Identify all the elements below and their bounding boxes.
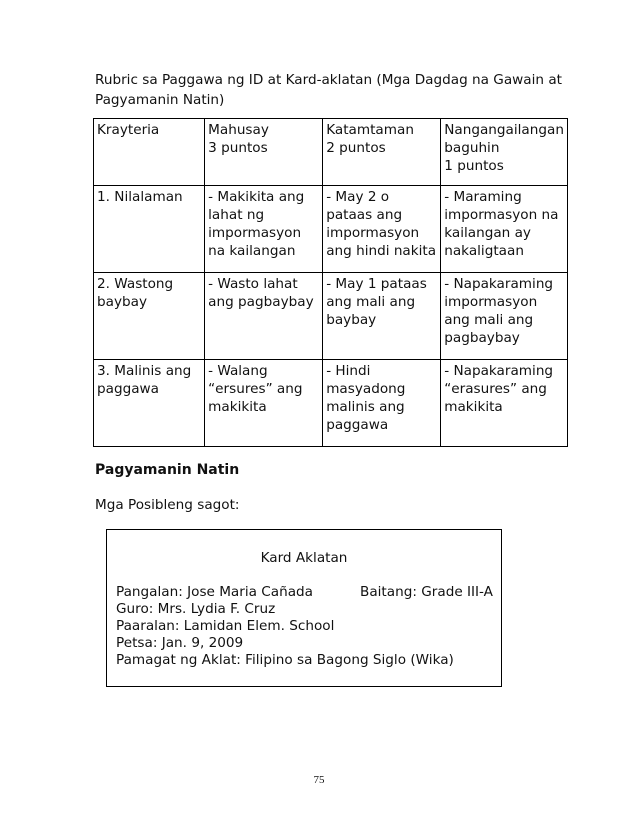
table-cell: - May 1 pataas ang mali ang baybay xyxy=(323,273,441,360)
table-row xyxy=(94,360,568,447)
page-number: 75 xyxy=(313,774,325,786)
table-cell: - Makikita ang lahat ng impormasyon na kailangan xyxy=(205,186,323,273)
table-cell: - Hindi masyadong malinis ang paggawa xyxy=(323,360,441,447)
card-date: Petsa: Jan. 9, 2009 xyxy=(116,635,244,651)
card-teacher: Guro: Mrs. Lydia F. Cruz xyxy=(116,601,276,617)
table-cell: 2. Wastong baybay xyxy=(94,273,205,360)
table-cell: - Walang “ersures” ang makikita xyxy=(205,360,323,447)
table-row xyxy=(94,273,568,360)
table-cell: - Napakaraming “erasures” ang makikita xyxy=(441,360,568,447)
table-cell: - May 2 o pataas ang impormasyon ang hindi nakita xyxy=(323,186,441,273)
card-book-title: Pamagat ng Aklat: Filipino sa Bagong Siglo (Wika) xyxy=(116,652,454,668)
rubric-header-row xyxy=(94,119,568,186)
table-cell: 3. Malinis ang paggawa xyxy=(94,360,205,447)
table-cell: 1. Nilalaman xyxy=(94,186,205,273)
table-row xyxy=(94,186,568,273)
table-cell: - Wasto lahat ang pagbaybay xyxy=(205,273,323,360)
card-school: Paaralan: Lamidan Elem. School xyxy=(116,618,335,634)
rubric-table xyxy=(93,118,568,447)
header-mahusay: Mahusay 3 puntos xyxy=(205,119,323,186)
section-subtitle: Mga Posibleng sagot: xyxy=(95,497,240,513)
card-name: Pangalan: Jose Maria Cañada xyxy=(116,584,314,600)
table-cell: - Maraming impormasyon na kailangan ay nakaligtaan xyxy=(441,186,568,273)
header-nangangailangan: Nangangailangan baguhin 1 puntos xyxy=(441,119,568,186)
card-grade: Baitang: Grade III-A xyxy=(360,584,493,600)
library-card-title: Kard Aklatan xyxy=(260,550,348,566)
library-card xyxy=(106,529,502,687)
section-title: Pagyamanin Natin xyxy=(95,462,240,478)
header-criteria: Krayteria xyxy=(94,119,205,186)
rubric-title: Rubric sa Paggawa ng ID at Kard-aklatan (Mga Dagdag na Gawain at Pagyamanin Natin) xyxy=(95,72,562,108)
table-cell: - Napakaraming impormasyon ang mali ang pagbaybay xyxy=(441,273,568,360)
header-katamtaman: Katamtaman 2 puntos xyxy=(323,119,441,186)
